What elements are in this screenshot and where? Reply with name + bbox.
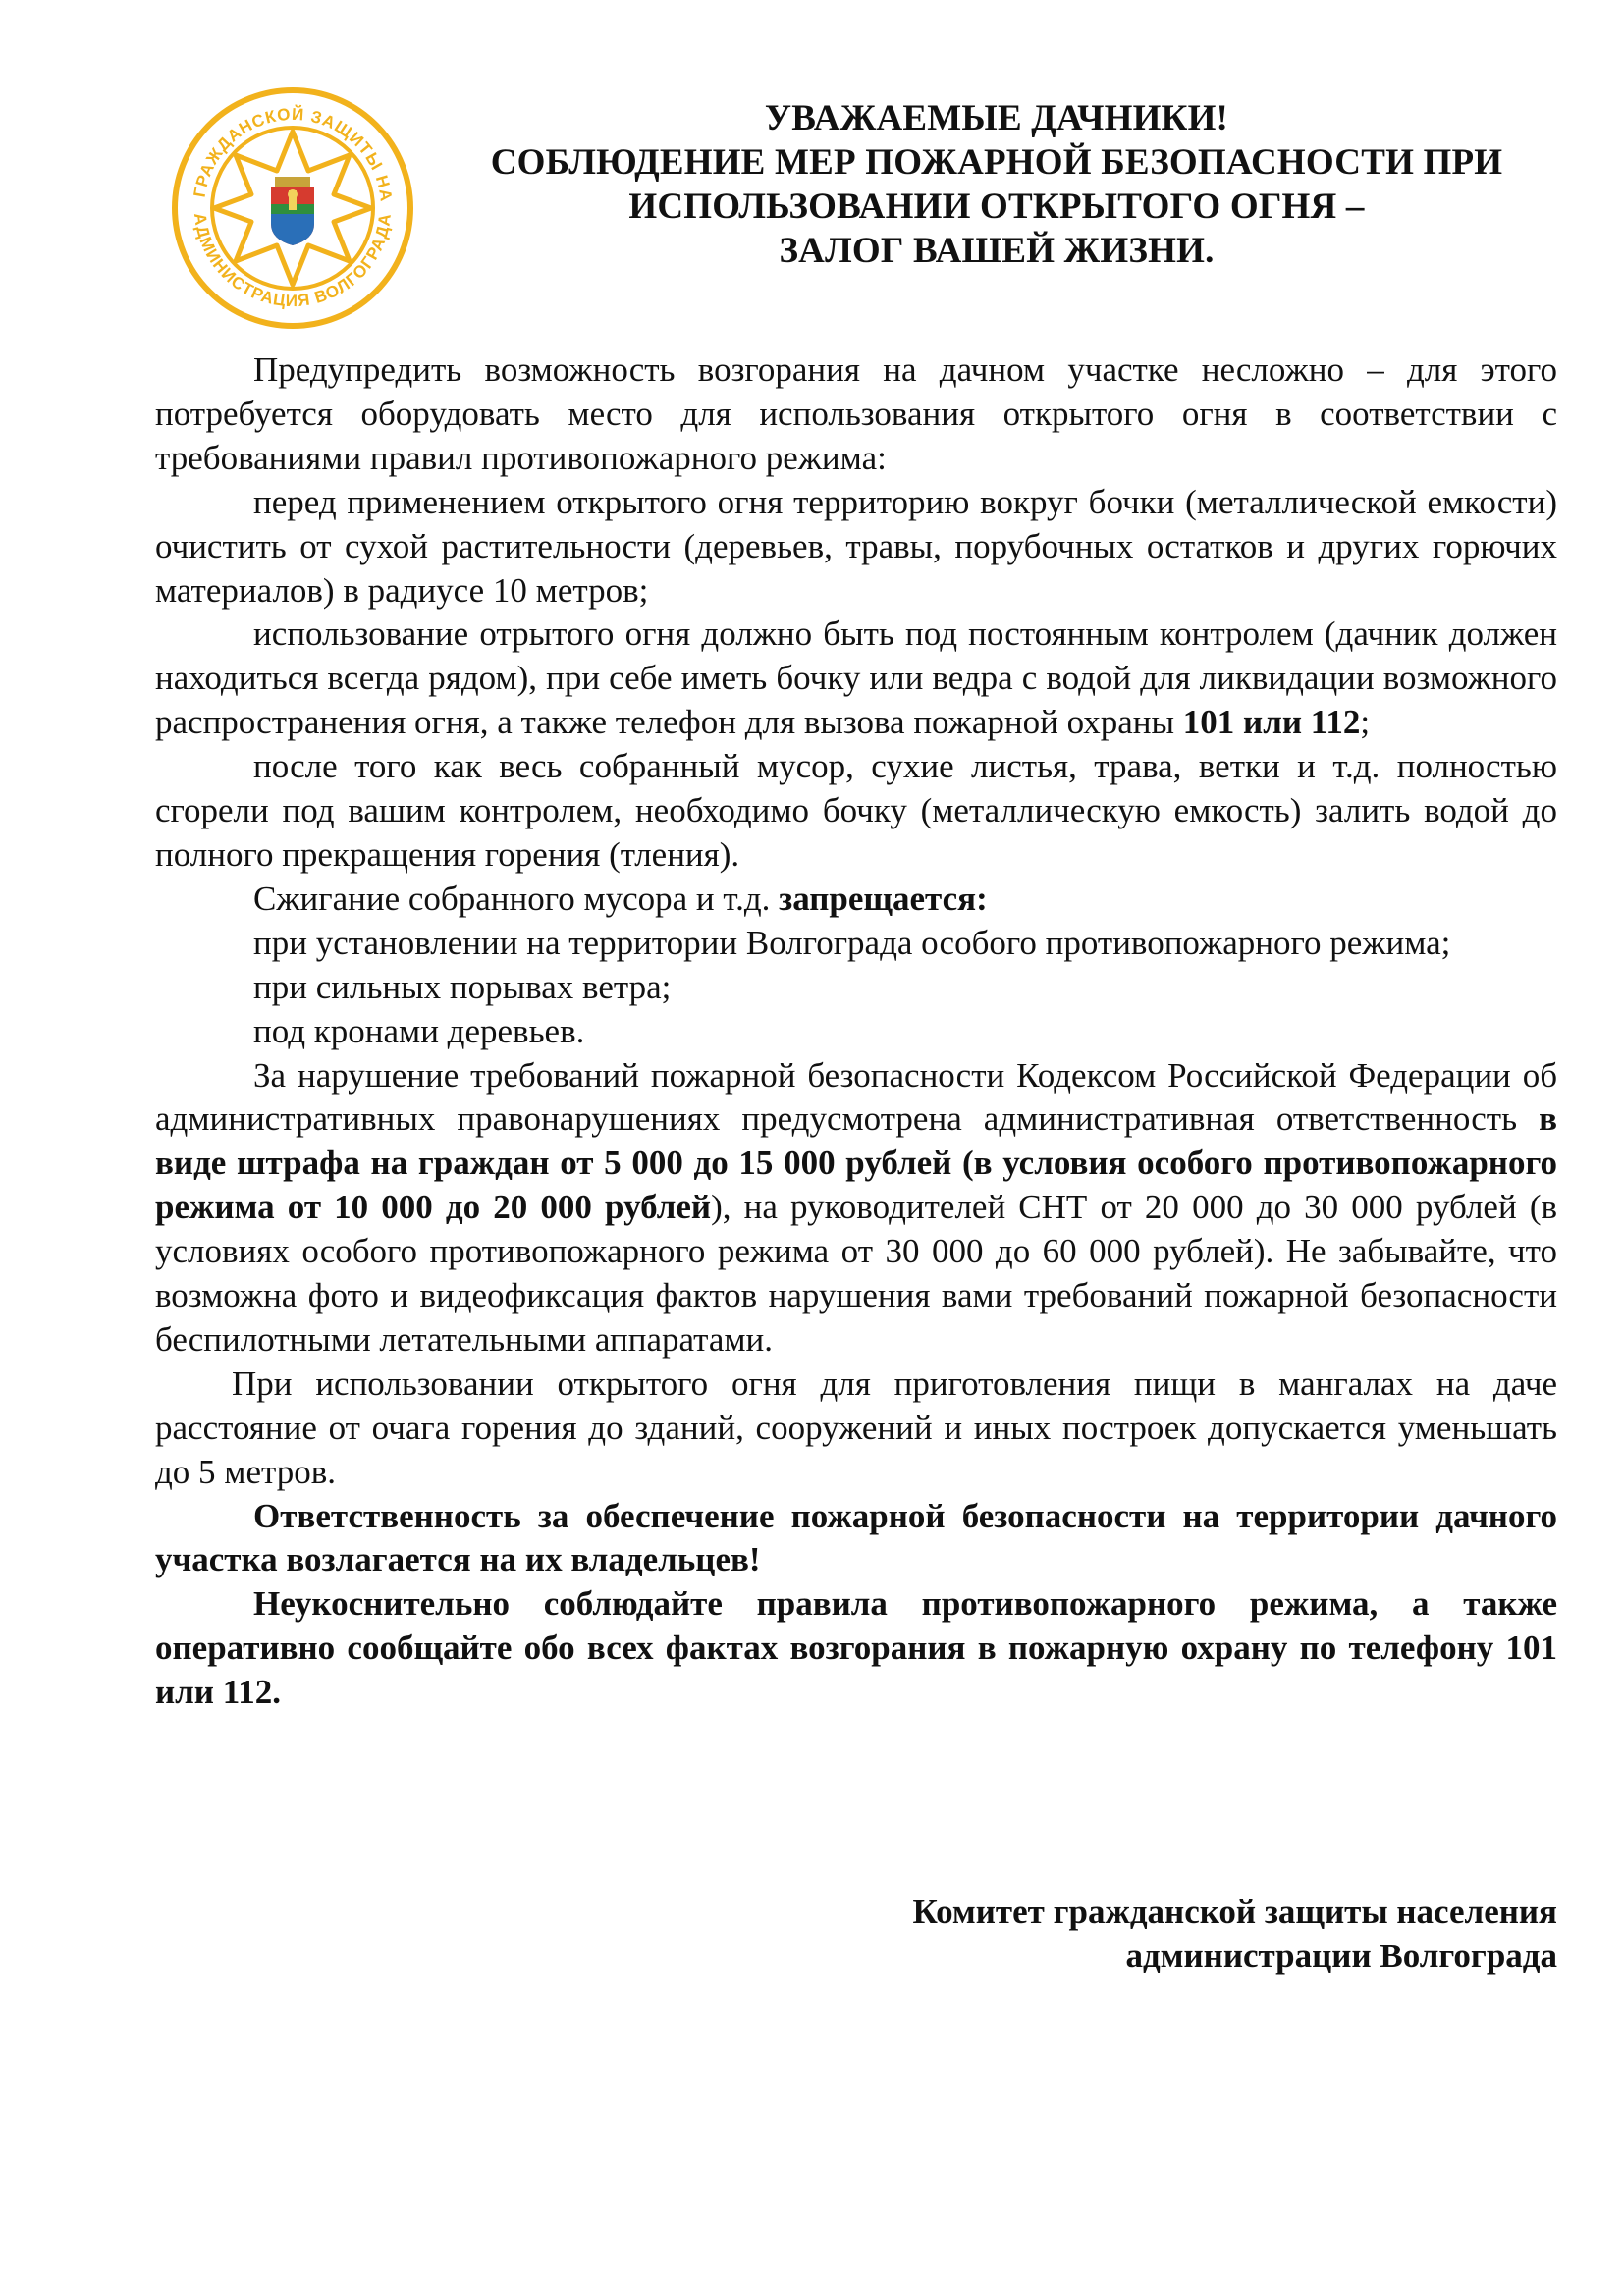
title-line-2: СОБЛЮДЕНИЕ МЕР ПОЖАРНОЙ БЕЗОПАСНОСТИ ПРИ (490, 142, 1503, 183)
committee-emblem-logo (165, 80, 420, 336)
paragraph-control-end: ; (1360, 703, 1371, 742)
fine-amounts: в виде штрафа на граждан от 5 000 до 15 000 рублей (в условия особого противопожарного режима от 10 000 до 20 000 рублей (155, 1099, 1557, 1227)
paragraph-penalties-end: ), на руководителей СНТ от 20 000 до 30 000 рублей (в условиях особого противопожарного режима от 30 000 до 60 000 рублей). Не забывайте, что возможна фото и видеофиксация фактов нарушения вами требований пожарной безопасности беспилотными летательными аппаратами. (155, 1188, 1557, 1359)
signature-line-1: Комитет гражданской защиты населения (912, 1893, 1557, 1931)
paragraph-extinguish: после того как весь собранный мусор, сухие листья, трава, ветки и т.д. полностью сгорели под вашим контролем, необходимо бочку (металлическую емкость) залить водой до полного прекращения горения (тления). (155, 747, 1557, 874)
paragraph-control-text: использование отрытого огня должно быть под постоянным контролем (дачник должен находиться всегда рядом), при себе иметь бочку или ведра с водой для ликвидации возможного распространения огня, а также телефон для вызова пожарной охраны (155, 614, 1557, 742)
paragraph-special-regime: при установлении на территории Волгограда особого противопожарного режима; (253, 923, 1451, 962)
paragraph-responsibility (155, 1495, 1557, 1583)
logo-ring-text-bottom: АДМИНИСТРАЦИЯ ВОЛГОГРАДА (189, 211, 396, 311)
title-line-1: УВАЖАЕМЫЕ ДАЧНИКИ! (764, 98, 1229, 138)
document-body (155, 348, 1557, 1715)
paragraph-penalties-text: За нарушение требований пожарной безопасности Кодексом Российской Федерации об административных правонарушениях предусмотрена административная ответственность (155, 1055, 1557, 1139)
paragraph-penalties (155, 1054, 1557, 1362)
signature-block (912, 1890, 1557, 1978)
paragraph-strong-wind: при сильных порывах ветра; (253, 967, 672, 1006)
paragraph-prohibition-text: Сжигание собранного мусора и т.д. (253, 879, 780, 918)
paragraph-call-to-action (155, 1582, 1557, 1715)
title-line-4: ЗАЛОГ ВАШЕЙ ЖИЗНИ. (779, 231, 1215, 271)
document-title (422, 96, 1571, 273)
prohibited-label: запрещается: (779, 879, 988, 918)
paragraph-intro: Предупредить возможность возгорания на дачном участке несложно – для этого потребуется оборудовать место для использования открытого огня в соответствии с требованиями правил противопожарного режима: (155, 350, 1557, 477)
paragraph-control (155, 613, 1557, 745)
signature-line-2: администрации Волгограда (1125, 1937, 1557, 1975)
logo-ring-text-top: ГРАЖДАНСКОЙ ЗАЩИТЫ НА (189, 104, 396, 203)
volgograd-coat-of-arms-icon (271, 177, 314, 245)
title-line-3: ИСПОЛЬЗОВАНИИ ОТКРЫТОГО ОГНЯ – (628, 187, 1365, 227)
paragraph-clear-area: перед применением открытого огня территорию вокруг бочки (металлической емкости) очистить от сухой растительности (деревьев, травы, порубочных остатков и других горючих материалов) в радиусе 10 метров; (155, 482, 1557, 610)
call-to-action-bold: Неукоснительно соблюдайте правила противопожарного режима, а также оперативно сообщайте обо всех фактах возгорания в пожарную охрану по телефону 101 или 112. (155, 1584, 1557, 1712)
paragraph-under-trees: под кронами деревьев. (253, 1011, 585, 1050)
responsibility-bold: Ответственность за обеспечение пожарной безопасности на территории дачного участка возлагается на их владельцев! (155, 1496, 1557, 1579)
emergency-numbers: 101 или 112 (1182, 703, 1361, 742)
paragraph-prohibition (155, 878, 1557, 922)
paragraph-grill-distance: При использовании открытого огня для приготовления пищи в мангалах на даче расстояние от очага горения до зданий, сооружений и иных построек допускается уменьшать до 5 метров. (155, 1363, 1557, 1491)
